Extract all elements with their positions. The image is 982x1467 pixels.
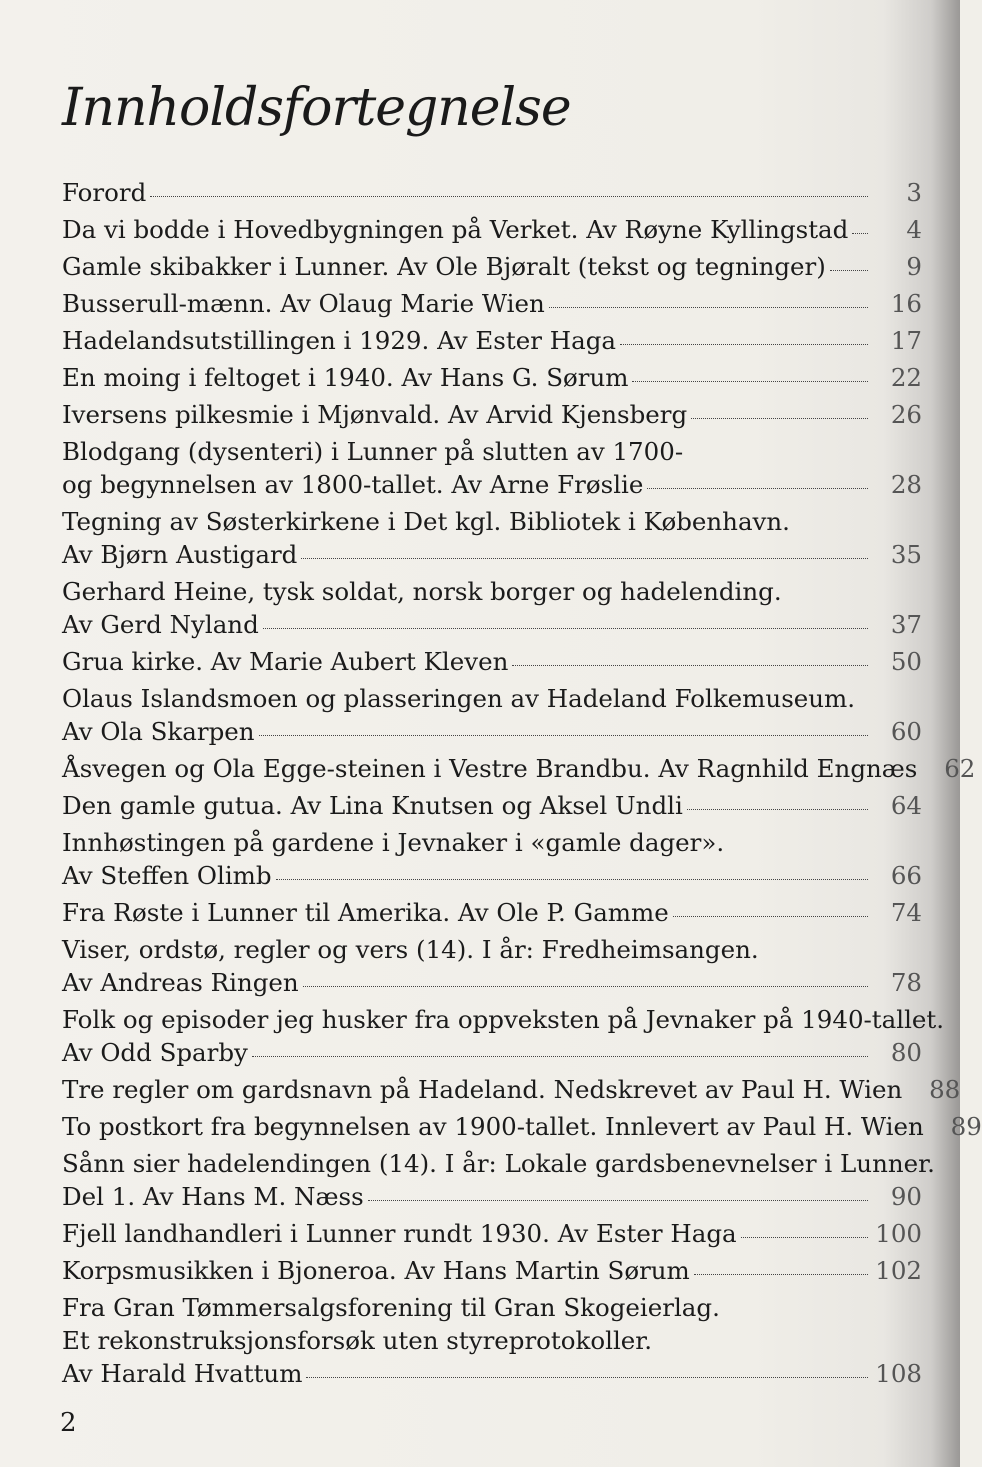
toc-entry-page: 62 bbox=[944, 754, 976, 783]
dot-leader bbox=[512, 665, 868, 666]
toc-entry-title: Av Bjørn Austigard bbox=[62, 540, 298, 569]
toc-entry-title: En moing i feltoget i 1940. Av Hans G. Sørum bbox=[62, 363, 629, 392]
toc-entry-page: 17 bbox=[890, 326, 922, 355]
toc-entry-title: Av Andreas Ringen bbox=[62, 968, 299, 997]
dot-leader bbox=[691, 418, 868, 419]
toc-entry-last-line bbox=[62, 468, 922, 501]
toc-entry-title: Busserull-mænn. Av Olaug Marie Wien bbox=[62, 289, 545, 318]
toc-entry-last-line bbox=[62, 213, 922, 246]
toc-entry-last-line bbox=[62, 752, 976, 785]
toc-entry-last-line bbox=[62, 896, 922, 929]
toc-entry-page: 90 bbox=[890, 1182, 922, 1211]
toc-entry-page: 4 bbox=[906, 215, 922, 244]
dot-leader bbox=[687, 809, 868, 810]
toc-entry bbox=[62, 933, 922, 999]
toc-entry-last-line bbox=[62, 361, 922, 394]
toc-entry-page: 89 bbox=[950, 1112, 982, 1141]
toc-entry-page: 66 bbox=[890, 861, 922, 890]
toc-entry-title: Gamle skibakker i Lunner. Av Ole Bjøralt (tekst og tegninger) bbox=[62, 252, 826, 281]
toc-entry-last-line bbox=[62, 538, 922, 571]
dot-leader bbox=[620, 344, 868, 345]
toc-entry-last-line bbox=[62, 1180, 922, 1213]
toc-entry-line: Gerhard Heine, tysk soldat, norsk borger og hadelending. bbox=[62, 577, 782, 606]
toc-entry-last-line bbox=[62, 789, 922, 822]
toc-entry-line: Fra Gran Tømmersalgsforening til Gran Skogeierlag. bbox=[62, 1293, 720, 1322]
toc-entry-last-line bbox=[62, 1110, 982, 1143]
toc-entry-title: Tre regler om gardsnavn på Hadeland. Nedskrevet av Paul H. Wien bbox=[62, 1075, 903, 1104]
toc-entry bbox=[62, 1254, 922, 1287]
toc-entry bbox=[62, 752, 976, 785]
dot-leader bbox=[368, 1200, 868, 1201]
toc-entry-title: Korpsmusikken i Bjoneroa. Av Hans Martin Sørum bbox=[62, 1256, 690, 1285]
toc-entry-title: Av Steffen Olimb bbox=[62, 861, 272, 890]
toc-entry-title: Av Harald Hvattum bbox=[62, 1359, 303, 1388]
toc-entry-last-line bbox=[62, 1357, 922, 1390]
toc-entry-page: 35 bbox=[890, 540, 922, 569]
toc-entry-page: 22 bbox=[890, 363, 922, 392]
page-number: 2 bbox=[60, 1408, 77, 1438]
dot-leader bbox=[301, 558, 868, 559]
toc-entry bbox=[62, 1003, 945, 1069]
dot-leader bbox=[276, 879, 868, 880]
toc-entry-page: 60 bbox=[890, 717, 922, 746]
dot-leader bbox=[852, 233, 868, 234]
dot-leader bbox=[673, 916, 868, 917]
toc-entry-page: 50 bbox=[890, 647, 922, 676]
toc-entry-page: 64 bbox=[890, 791, 922, 820]
toc-entry-last-line bbox=[62, 859, 922, 892]
dot-leader bbox=[647, 488, 868, 489]
toc-entry-title: Av Odd Sparby bbox=[62, 1038, 248, 1067]
toc-entry-title: Iversens pilkesmie i Mjønvald. Av Arvid Kjensberg bbox=[62, 400, 688, 429]
toc-entry bbox=[62, 645, 922, 678]
table-of-contents bbox=[62, 176, 982, 1394]
toc-entry-page: 74 bbox=[890, 898, 922, 927]
dot-leader bbox=[830, 270, 868, 271]
toc-entry-page: 78 bbox=[890, 968, 922, 997]
toc-entry-page: 16 bbox=[890, 289, 922, 318]
dot-leader bbox=[150, 196, 868, 197]
toc-entry-line: Folk og episoder jeg husker fra oppveksten på Jevnaker på 1940-tallet. bbox=[62, 1005, 945, 1034]
toc-entry-page: 100 bbox=[875, 1219, 922, 1248]
toc-entry-title: Del 1. Av Hans M. Næss bbox=[62, 1182, 364, 1211]
dot-leader bbox=[632, 381, 868, 382]
toc-entry-last-line bbox=[62, 1254, 922, 1287]
toc-entry-title: Da vi bodde i Hovedbygningen på Verket. Av Røyne Kyllingstad bbox=[62, 215, 849, 244]
toc-entry-title: To postkort fra begynnelsen av 1900-tallet. Innlevert av Paul H. Wien bbox=[62, 1112, 924, 1141]
toc-entry-last-line bbox=[62, 1217, 922, 1250]
page-title: Innholdsfortegnelse bbox=[62, 78, 571, 138]
toc-entry bbox=[62, 1291, 922, 1390]
dot-leader bbox=[259, 735, 868, 736]
toc-entry-line: Innhøstingen på gardene i Jevnaker i «gamle dager». bbox=[62, 828, 725, 857]
toc-entry-line: Olaus Islandsmoen og plasseringen av Hadeland Folkemuseum. bbox=[62, 684, 856, 713]
toc-entry bbox=[62, 213, 922, 246]
toc-entry-line: Viser, ordstø, regler og vers (14). I år: Fredheimsangen. bbox=[62, 935, 759, 964]
toc-entry bbox=[62, 398, 922, 431]
dot-leader bbox=[263, 628, 868, 629]
dot-leader bbox=[303, 986, 868, 987]
toc-entry-last-line bbox=[62, 324, 922, 357]
toc-entry-last-line bbox=[62, 1036, 922, 1069]
toc-entry-last-line bbox=[62, 645, 922, 678]
dot-leader bbox=[694, 1274, 868, 1275]
dot-leader bbox=[741, 1237, 868, 1238]
toc-entry-page: 88 bbox=[929, 1075, 961, 1104]
toc-entry-line: Blodgang (dysenteri) i Lunner på slutten av 1700- bbox=[62, 437, 684, 466]
toc-entry bbox=[62, 176, 922, 209]
toc-entry bbox=[62, 1073, 961, 1106]
toc-entry-line: Tegning av Søsterkirkene i Det kgl. Bibliotek i København. bbox=[62, 507, 790, 536]
toc-entry-title: Forord bbox=[62, 178, 147, 207]
toc-entry-title: Hadelandsutstillingen i 1929. Av Ester Haga bbox=[62, 326, 616, 355]
toc-entry bbox=[62, 1147, 935, 1213]
toc-entry-last-line bbox=[62, 966, 922, 999]
toc-entry-last-line bbox=[62, 176, 922, 209]
toc-entry bbox=[62, 324, 922, 357]
toc-entry bbox=[62, 287, 922, 320]
dot-leader bbox=[252, 1056, 868, 1057]
toc-entry bbox=[62, 682, 922, 748]
toc-entry-title: Fra Røste i Lunner til Amerika. Av Ole P. Gamme bbox=[62, 898, 669, 927]
toc-entry-last-line bbox=[62, 608, 922, 641]
toc-entry bbox=[62, 789, 922, 822]
toc-entry-page: 37 bbox=[890, 610, 922, 639]
toc-entry-title: Den gamle gutua. Av Lina Knutsen og Aksel Undli bbox=[62, 791, 683, 820]
toc-entry bbox=[62, 826, 922, 892]
toc-entry-line: Sånn sier hadelendingen (14). I år: Lokale gardsbenevnelser i Lunner. bbox=[62, 1149, 935, 1178]
toc-entry-last-line bbox=[62, 1073, 961, 1106]
toc-entry bbox=[62, 250, 922, 283]
toc-entry-line: Et rekonstruksjonsforsøk uten styreprotokoller. bbox=[62, 1326, 653, 1355]
toc-entry-title: Åsvegen og Ola Egge-steinen i Vestre Brandbu. Av Ragnhild Engnæs bbox=[62, 754, 918, 783]
toc-entry bbox=[62, 575, 922, 641]
toc-entry-page: 3 bbox=[906, 178, 922, 207]
toc-entry bbox=[62, 435, 922, 501]
toc-entry bbox=[62, 361, 922, 394]
toc-entry-title: Av Gerd Nyland bbox=[62, 610, 259, 639]
toc-entry bbox=[62, 896, 922, 929]
toc-entry-page: 9 bbox=[906, 252, 922, 281]
toc-entry-last-line bbox=[62, 715, 922, 748]
toc-entry-page: 108 bbox=[875, 1359, 922, 1388]
toc-entry bbox=[62, 1217, 922, 1250]
toc-entry-page: 80 bbox=[890, 1038, 922, 1067]
toc-entry bbox=[62, 505, 922, 571]
dot-leader bbox=[306, 1377, 868, 1378]
toc-entry-title: Av Ola Skarpen bbox=[62, 717, 255, 746]
toc-entry bbox=[62, 1110, 982, 1143]
toc-entry-last-line bbox=[62, 250, 922, 283]
toc-entry-page: 28 bbox=[890, 470, 922, 499]
toc-entry-last-line bbox=[62, 398, 922, 431]
toc-entry-last-line bbox=[62, 287, 922, 320]
dot-leader bbox=[549, 307, 868, 308]
toc-entry-page: 102 bbox=[875, 1256, 922, 1285]
toc-entry-page: 26 bbox=[890, 400, 922, 429]
toc-entry-title: Fjell landhandleri i Lunner rundt 1930. Av Ester Haga bbox=[62, 1219, 737, 1248]
toc-entry-title: Grua kirke. Av Marie Aubert Kleven bbox=[62, 647, 509, 676]
toc-entry-title: og begynnelsen av 1800-tallet. Av Arne Frøslie bbox=[62, 470, 644, 499]
